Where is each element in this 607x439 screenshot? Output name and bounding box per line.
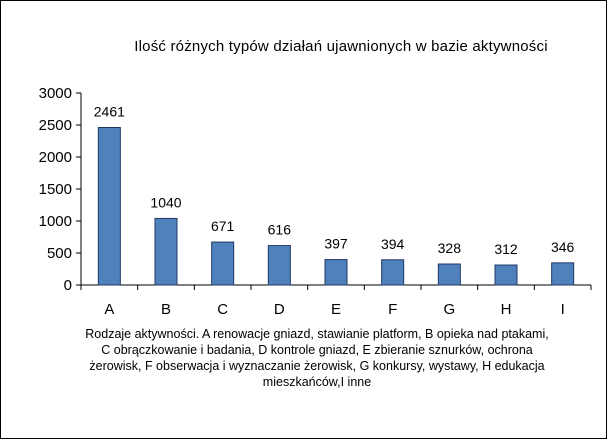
bar-C [212,242,234,285]
bar-H [495,265,517,285]
x-axis [81,285,591,318]
data-label-H: 312 [494,241,518,258]
bar-A [98,127,120,285]
y-tick-label: 2500 [38,117,72,134]
x-tick-label: F [388,301,398,318]
x-tick-label: D [273,301,285,318]
data-label-B: 1040 [150,194,182,211]
data-label-D: 616 [267,221,292,238]
x-tick-label: I [560,301,565,318]
data-label-G: 328 [437,240,462,257]
data-label-F: 394 [380,235,405,252]
x-tick-label: B [160,301,172,318]
data-label-E: 397 [324,235,348,252]
x-tick-label: C [217,301,229,318]
data-label-I: 346 [550,238,575,255]
bar-F [382,260,404,285]
bar-G [438,264,460,285]
x-axis-caption: Rodzaje aktywności. A renowacje gniazd, stawianie platform, B opieka nad ptakami, C obrączkowanie i badania, D kontrole gniazd, E zbieranie sznurków, ochrona żerowisk, F obserwacja i wyznaczanie żerowisk, G konkursy, wystawy, H edukacja mieszkańców,I inne [85,327,549,389]
y-axis [39,85,81,294]
bar-I [552,263,574,285]
y-tick-label: 1500 [38,181,72,198]
data-label-A: 2461 [93,103,125,120]
x-tick-label: A [104,301,115,318]
y-tick-label: 0 [63,277,72,294]
y-tick-label: 2000 [38,149,72,166]
x-tick-label: H [500,301,512,318]
x-tick-label: G [443,301,456,318]
data-label-C: 671 [210,218,235,235]
y-tick-label: 3000 [38,85,72,102]
bar-E [325,260,347,285]
chart-title: Ilość różnych typów działań ujawnionych w bazie aktywności [134,38,548,55]
y-tick-label: 500 [46,245,72,262]
y-tick-label: 1000 [38,213,72,230]
bar-D [268,246,290,285]
x-tick-label: E [330,301,342,318]
bar-B [155,218,177,285]
